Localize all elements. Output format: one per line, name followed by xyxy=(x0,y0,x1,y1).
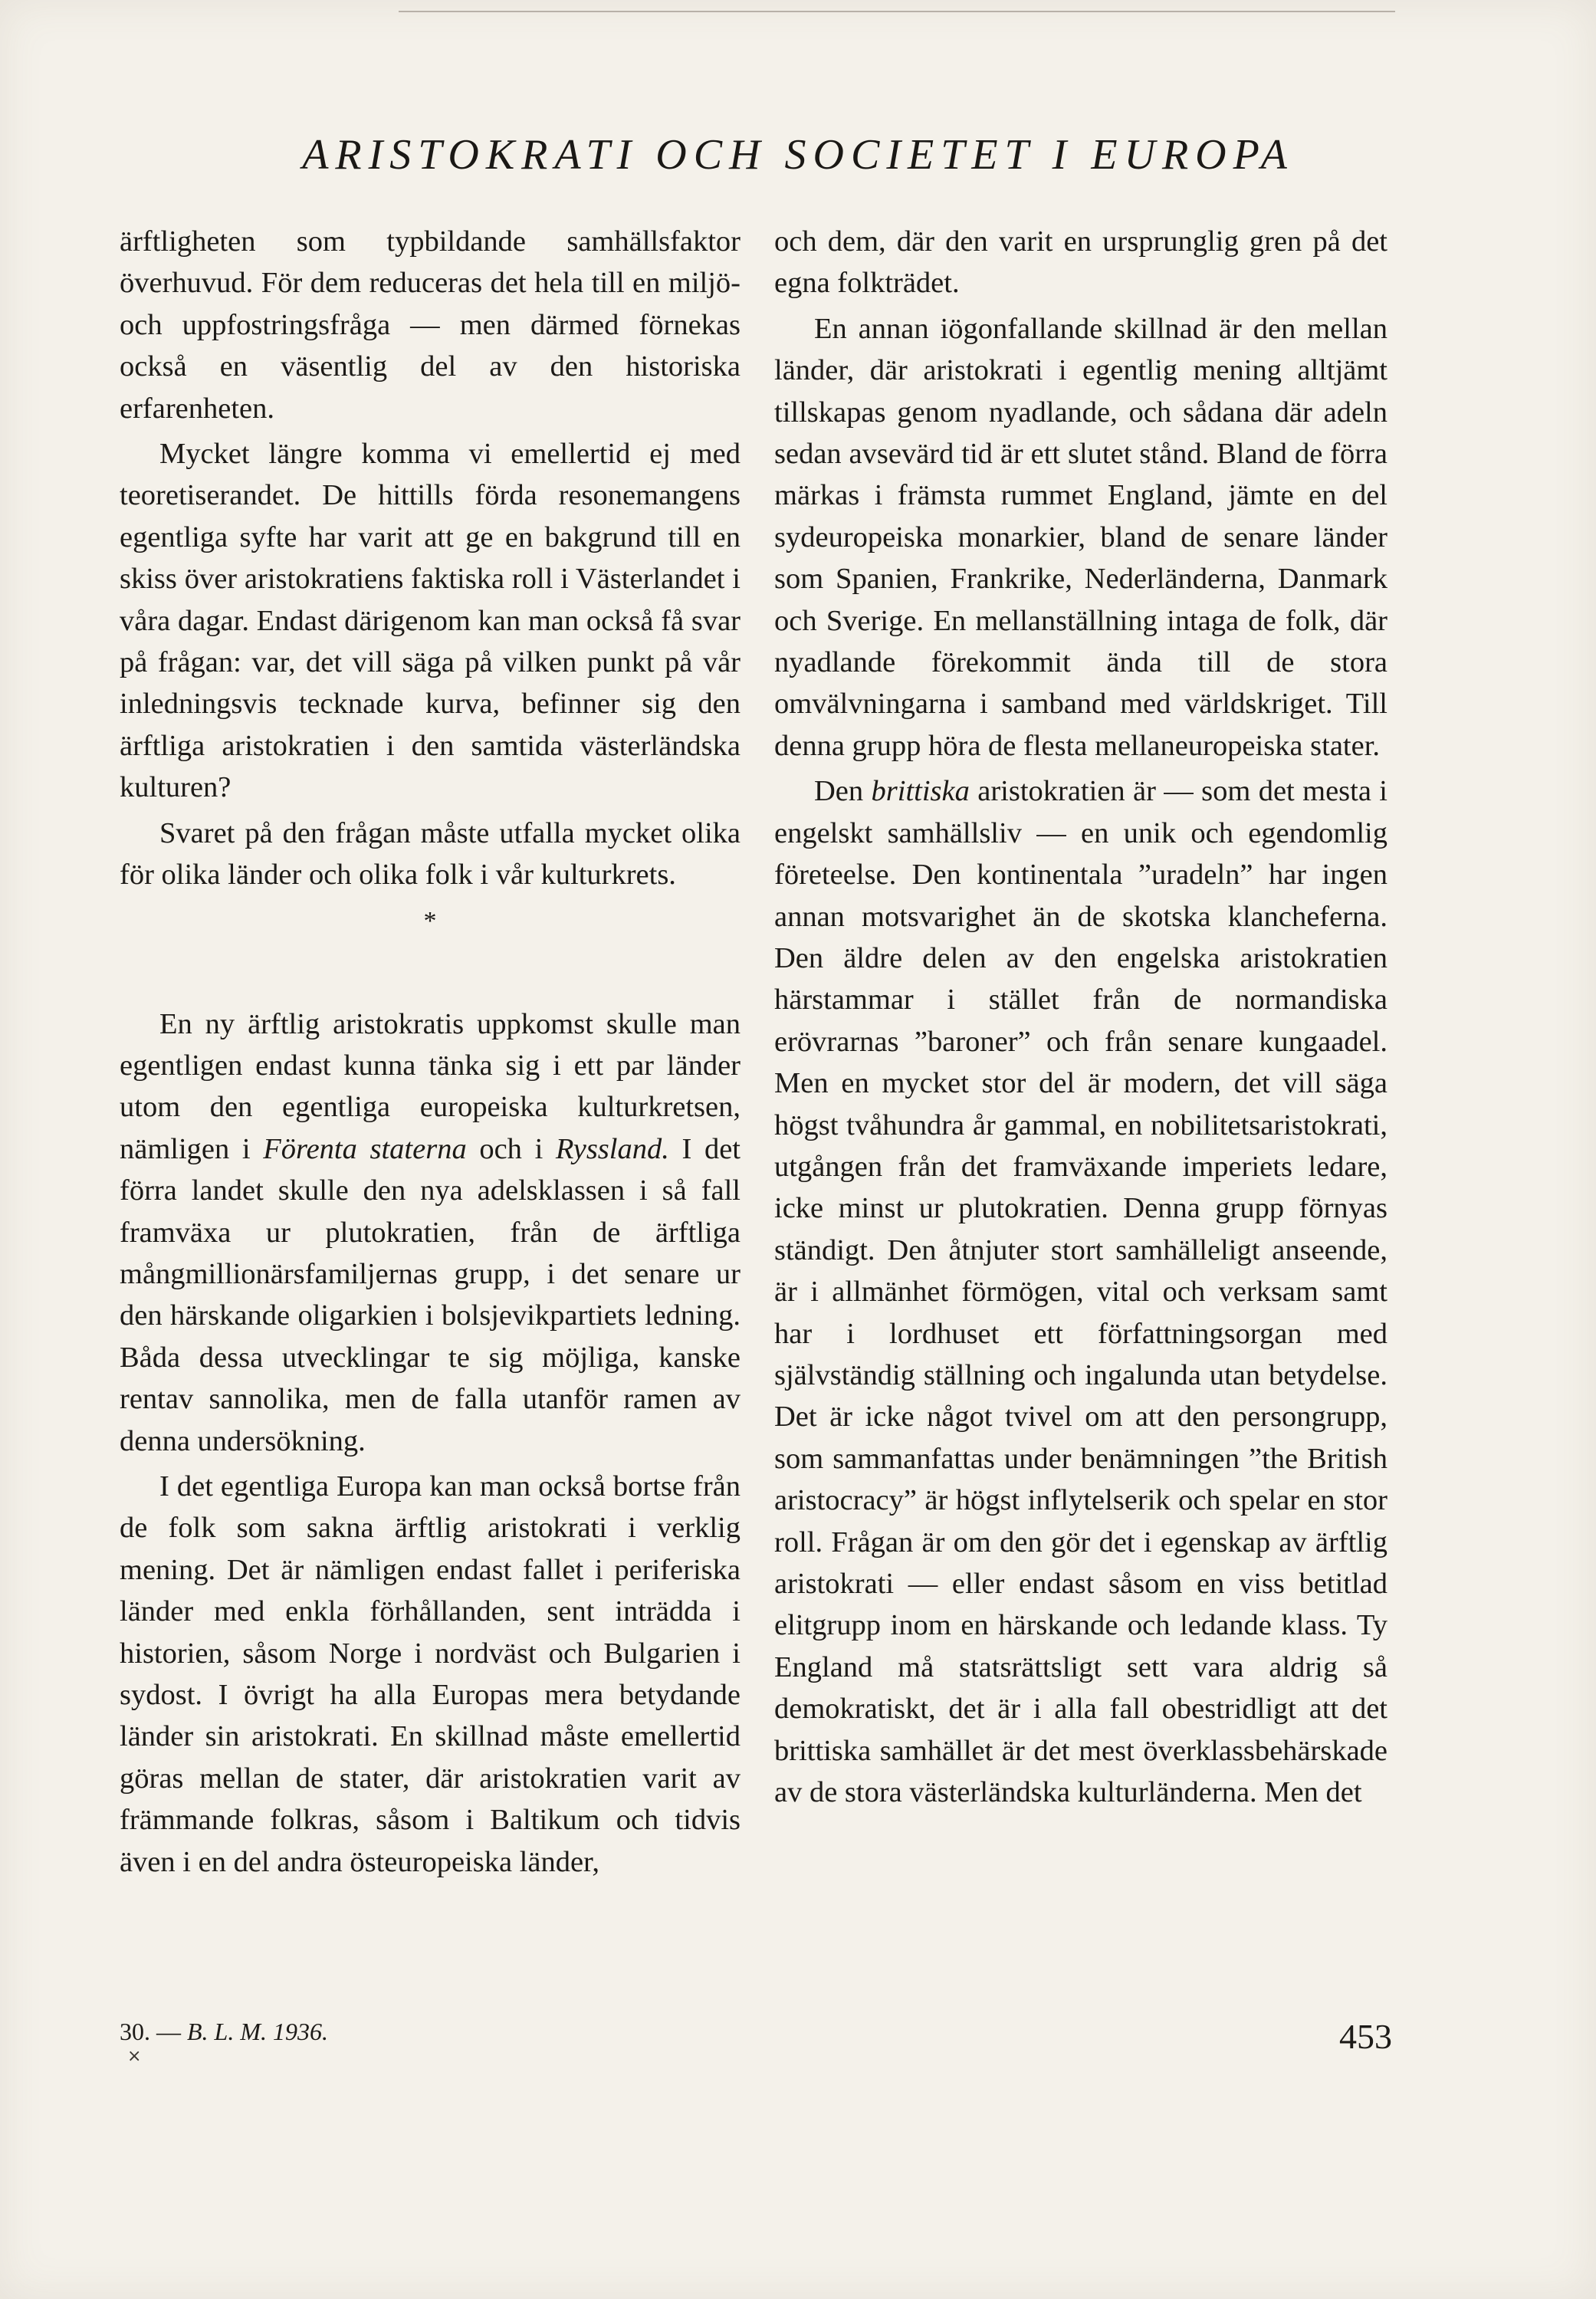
running-head: ARISTOKRATI OCH SOCIETET I EUROPA xyxy=(302,131,1294,179)
signature-number: 30. — xyxy=(120,2018,187,2045)
emphasis: Förenta staterna xyxy=(263,1132,467,1165)
paragraph: I det egentliga Europa kan man också bortse från de folk som sakna ärftlig aristokrati i verklig mening. Det är nämligen endast fallet i periferiska länder med enkla förhållanden, sent inträdda i historien, såsom Norge i nordväst och Bulgarien i sydost. I övrigt ha alla Europas mera betydande länder sin aristokrati. En skillnad måste emellertid göras mellan de stater, där aristokratien varit av främmande folkras, såsom i Baltikum och tidvis även i en del andra östeuropeiska länder, xyxy=(120,1470,741,1878)
paragraph: ärftligheten som typbildande samhällsfaktor överhuvud. För dem reduceras det hela till en miljö- och uppfostringsfråga — men därmed förnekas också en väsentlig del av den historiska erfarenheten. xyxy=(120,225,741,425)
paragraph: En annan iögonfallande skillnad är den mellan länder, där aristokrati i egentlig mening alltjämt tillskapas genom nyadlande, och sådana där adeln sedan avsevärd tid är ett slutet stånd. Bland de förra märkas i främsta rummet England, jämte en del sydeuropeiska monarkier, bland de senare länder som Spanien, Frankrike, Nederländerna, Danmark och Sverige. En mellanställning intaga de folk, där nyadlande förekommit ända till de stora omvälvningarna i samband med världskriget. Till denna grupp höra de flesta mellaneuropeiska stater. xyxy=(774,312,1387,762)
section-break-asterisk: * xyxy=(423,906,437,935)
journal-abbreviation: B. L. M. 1936. xyxy=(187,2018,328,2045)
left-column xyxy=(120,221,741,1887)
text-run: aristokratien är — som det mesta i engelskt samhällsliv — en unik och egendomlig företeelse. Den kontinentala ”uradeln” har ingen annan motsvarighet än de skotska klancheferna. Den äldre delen av den engelska aristokratien härstammar i stället från de normandiska erövrarnas ”baroner” och från senare kungaadel. Men en mycket stor del är modern, det vill säga högst tvåhundra år gammal, en nobilitetsaristokrati, utgången från det framväxande imperiets ledare, icke minst ur plutokratien. Denna grupp förnyas ständigt. Den åtnjuter stort samhälleligt anseende, är i allmänhet förmögen, vital och verksam samt har i lordhuset ett författningsorgan med självständig ställning och ingalunda utan betydelse. Det är icke något tvivel om att den persongrupp, som sammanfattas under benämningen ”the British aristocracy” är högst inflytelserik och spelar en stor roll. Frågan är om den gör det i egenskap av ärftlig aristokrati — eller endast såsom en viss betitlad elitgrupp inom en härskande och ledande klass. Ty England må statsrättsligt sett vara aldrig så demokratiskt, det är i alla fall obestridligt att det brittiska samhället är det mest överklassbehärskade av de stora västerländska kulturländerna. Men det xyxy=(774,775,1387,1809)
text-run: En ny ärftlig aristokratis uppkomst skulle man egentligen endast kunna tänka sig i ett par länder utom den egentliga europeiska kulturkretsen, nämligen i xyxy=(120,1007,741,1165)
paragraph xyxy=(774,770,1387,1813)
paragraph: Svaret på den frågan måste utfalla mycket olika för olika länder och olika folk i vår kulturkrets. xyxy=(120,816,741,892)
footer-mark: × xyxy=(127,2047,142,2066)
emphasis: Ryssland. xyxy=(555,1132,669,1165)
text-run: och i xyxy=(466,1132,556,1165)
right-column xyxy=(774,221,1387,1817)
footer-signature xyxy=(120,2018,328,2046)
paragraph: och dem, där den varit en ursprunglig gren på det egna folkträdet. xyxy=(774,225,1387,300)
emphasis: brittiska xyxy=(871,775,970,808)
text-run: I det förra landet skulle den nya adelsklassen i så fall framväxa ur plutokratien, från de ärftliga mångmillionärsfamiljernas grupp, i det senare ur den härskande oligarkien i bolsjevikpartiets ledning. Båda dessa utvecklingar te sig möjliga, kanske rentav sannolika, men de falla utanför ramen av denna undersökning. xyxy=(120,1132,741,1457)
paragraph: Mycket längre komma vi emellertid ej med teoretiserandet. De hittills förda resonemangens egentliga syfte har varit att ge en bakgrund till en skiss över aristokratiens faktiska roll i Västerlandet i våra dagar. Endast därigenom kan man också få svar på frågan: var, det vill säga på vilken punkt på vår inledningsvis tecknade kurva, befinner sig den ärftliga aristokratien i den samtida västerländska kulturen? xyxy=(120,438,741,804)
paragraph xyxy=(120,1003,741,1462)
top-edge-rule xyxy=(399,11,1395,12)
page-number: 453 xyxy=(1339,2017,1392,2056)
text-run: Den xyxy=(814,775,872,808)
